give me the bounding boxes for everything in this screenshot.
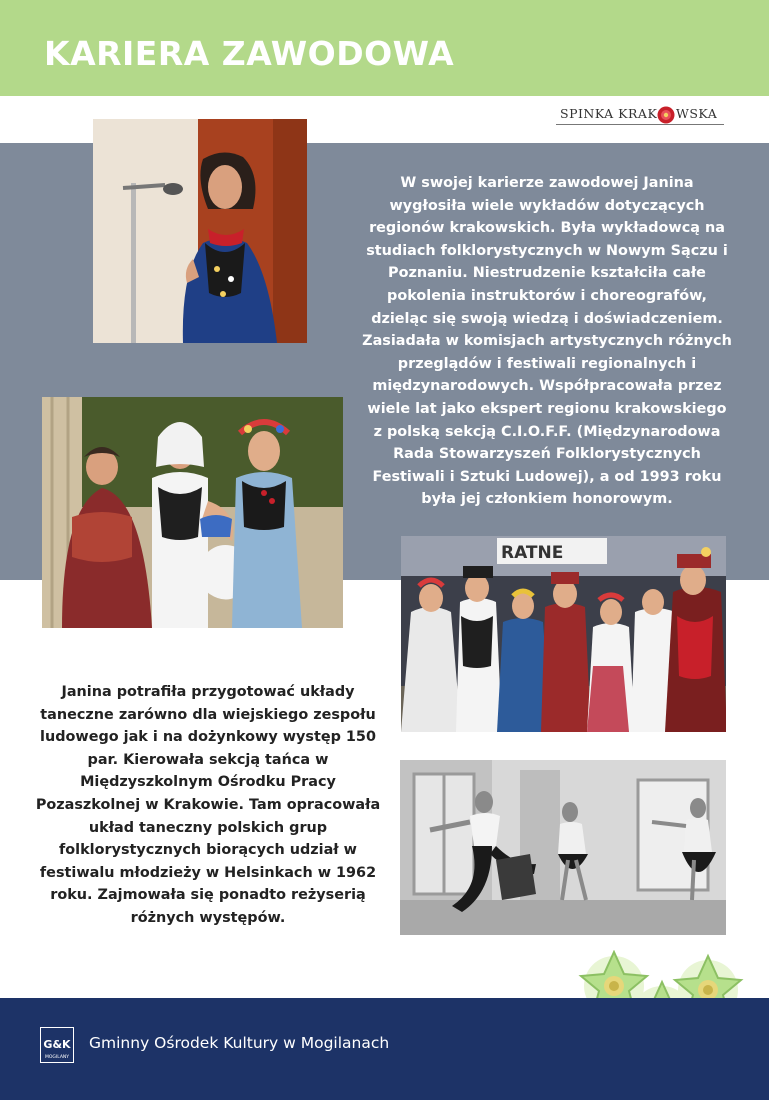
career-text-bottom: Janina potrafiła przygotować układy taneczne zarówno dla wiejskiego zespołu ludowego jak i na dożynkowy występ 150 par. Kierowała sekcją tańca w Międzyszkolnym Ośrodku Pracy Pozaszkolnej w Krakowie. Tam opracowała układ taneczny polskich grup folklorystycznych biorących udział w festiwalu młodzieży w Helsinkach w 1962 roku. Zajmowała się ponadto reżyserią różnych występów. bbox=[35, 684, 381, 926]
spinka-krakowska-logo bbox=[556, 102, 724, 128]
footer-org-name: Gminny Ośrodek Kultury w Mogilanach bbox=[89, 1034, 390, 1052]
logo-text-part1: SPINKA KRAK bbox=[560, 106, 658, 121]
gok-logo bbox=[40, 1027, 74, 1063]
career-text-top: W swojej karierze zawodowej Janina wygłosiła wiele wykładów dotyczących regionów krakowskich. Była wykładowcą na studiach folklorystycznych w Nowym Sączu i Poznaniu. Niestrudzenie kształciła całe pokolenia instruktorów i choreografów, dzieląc się swoją wiedzą i doświadczeniem. Zasiadała w komisjach artystycznych różnych przeglądów i festiwali regionalnych i międzynarodowych. Współpracowała przez wiele lat jako ekspert regionu krakowskiego z polską sekcją C.I.O.F.F. (Międzynarodowa Rada Stowarzyszeń Folklorystycznych Festiwali i Sztuki Ludowej), a od 1993 roku była jej członkiem honorowym. bbox=[362, 175, 732, 508]
logo-text-part2: WSKA bbox=[676, 106, 718, 121]
rose-icon bbox=[657, 106, 675, 124]
photo-folk-procession bbox=[401, 536, 726, 732]
page-title: KARIERA ZAWODOWA bbox=[44, 34, 455, 73]
photo-dance-class bbox=[400, 760, 726, 935]
logo-underline bbox=[556, 124, 724, 125]
photo-janina-singing bbox=[93, 119, 307, 343]
photo-crowning-ceremony bbox=[42, 397, 343, 628]
header-bar bbox=[0, 0, 769, 96]
photo-sign-text: RATNE bbox=[501, 543, 564, 563]
gok-logo-subtitle: MOGILANY bbox=[44, 1055, 70, 1060]
gok-logo-letters: G&K bbox=[43, 1038, 71, 1051]
